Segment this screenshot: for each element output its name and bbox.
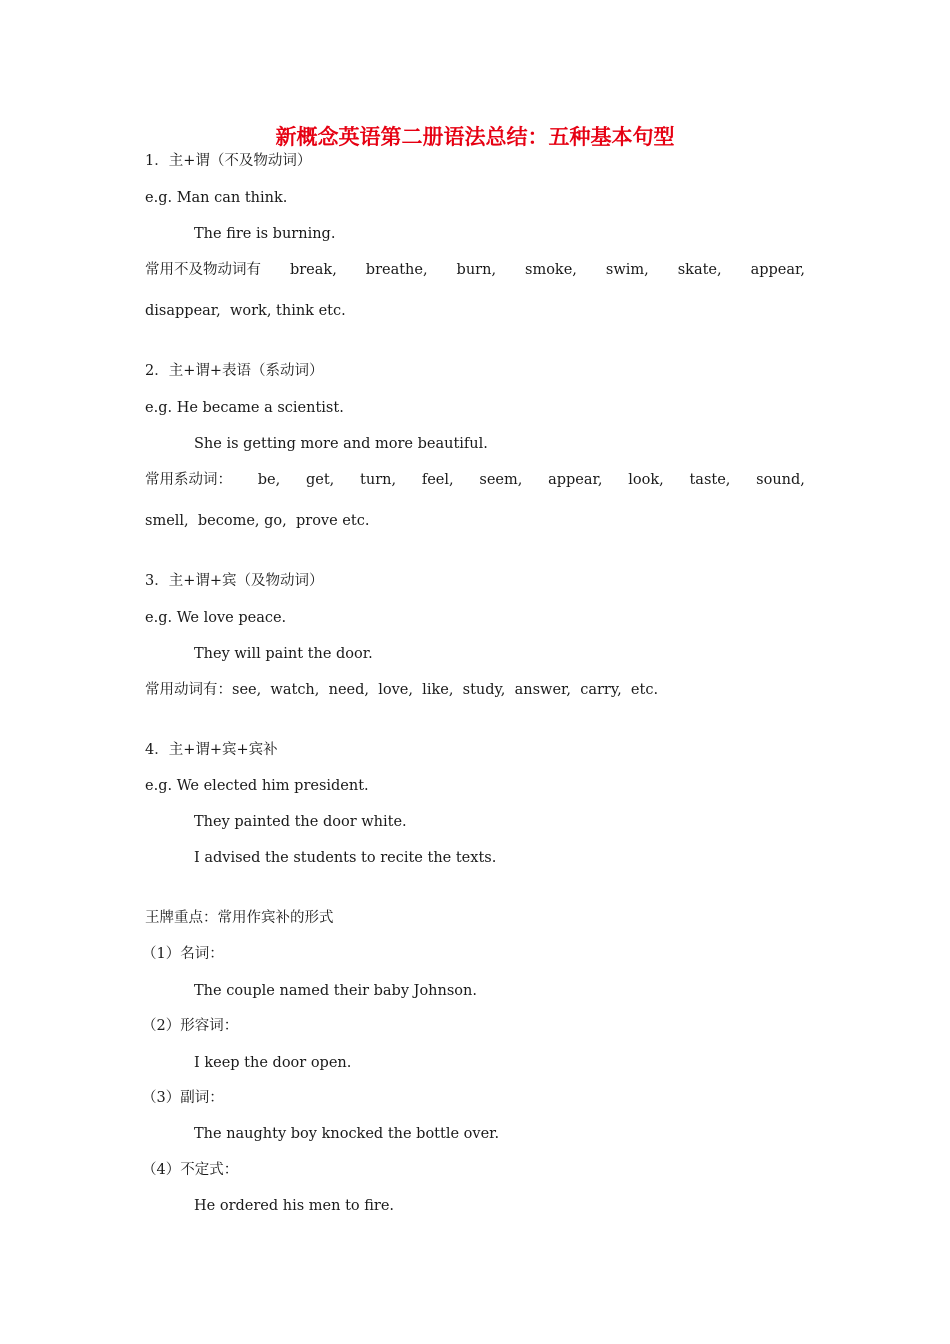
complement-form-label: （1）名词： bbox=[142, 946, 224, 962]
example-line: The couple named their baby Johnson. bbox=[194, 983, 477, 999]
example-line: I advised the students to recite the texts. bbox=[194, 850, 497, 866]
common-verbs-line: disappear, work, think etc. bbox=[145, 303, 346, 319]
common-verbs-line bbox=[145, 470, 805, 490]
example-line: They painted the door white. bbox=[194, 814, 407, 830]
complement-form-label: （4）不定式： bbox=[142, 1162, 239, 1178]
verb-word: appear, bbox=[548, 472, 603, 488]
verb-word: get, bbox=[305, 472, 335, 488]
verb-word: look, bbox=[628, 472, 664, 488]
section-heading-3: 3．主+谓+宾（及物动词） bbox=[145, 573, 324, 589]
verb-word: seem, bbox=[479, 472, 523, 488]
common-verbs-line bbox=[145, 260, 805, 280]
example-line: The naughty boy knocked the bottle over. bbox=[194, 1126, 500, 1142]
example-line: The fire is burning. bbox=[194, 226, 336, 242]
verb-word: feel, bbox=[421, 472, 454, 488]
complement-form-label: （3）副词： bbox=[142, 1090, 224, 1106]
verb-word: burn, bbox=[456, 262, 497, 278]
verb-word: break, bbox=[289, 262, 337, 278]
page-title: 新概念英语第二册语法总结：五种基本句型 bbox=[275, 124, 675, 149]
section-heading-2: 2．主+谓+表语（系动词） bbox=[145, 363, 324, 379]
example-line: I keep the door open. bbox=[194, 1055, 352, 1071]
verb-word: smoke, bbox=[525, 262, 577, 278]
section-heading-1: 1．主+谓（不及物动词） bbox=[145, 153, 312, 169]
verb-word: appear, bbox=[750, 262, 805, 278]
example-line: e.g. Man can think. bbox=[145, 190, 288, 206]
verb-word: be, bbox=[257, 472, 281, 488]
verb-word: sound, bbox=[756, 472, 805, 488]
verb-label: 常用不及物动词有 bbox=[145, 262, 261, 278]
verb-label: 常用系动词： bbox=[145, 472, 232, 488]
verb-word: breathe, bbox=[365, 262, 428, 278]
example-line: She is getting more and more beautiful. bbox=[194, 436, 488, 452]
key-point-heading: 王牌重点：常用作宾补的形式 bbox=[145, 910, 334, 926]
verb-word: turn, bbox=[360, 472, 397, 488]
example-line: e.g. He became a scientist. bbox=[145, 400, 344, 416]
common-verbs-line: smell, become, go, prove etc. bbox=[145, 513, 370, 529]
example-line: e.g. We elected him president. bbox=[145, 778, 369, 794]
example-line: They will paint the door. bbox=[194, 646, 373, 662]
verb-word: swim, bbox=[605, 262, 649, 278]
complement-form-label: （2）形容词： bbox=[142, 1018, 239, 1034]
common-verbs-line: 常用动词有：see, watch, need, love, like, study, answer, carry, etc. bbox=[145, 682, 659, 698]
verb-word: taste, bbox=[689, 472, 731, 488]
verb-word: skate, bbox=[677, 262, 722, 278]
example-line: e.g. We love peace. bbox=[145, 610, 287, 626]
example-line: He ordered his men to fire. bbox=[194, 1198, 395, 1214]
section-heading-4: 4．主+谓+宾+宾补 bbox=[145, 742, 278, 758]
